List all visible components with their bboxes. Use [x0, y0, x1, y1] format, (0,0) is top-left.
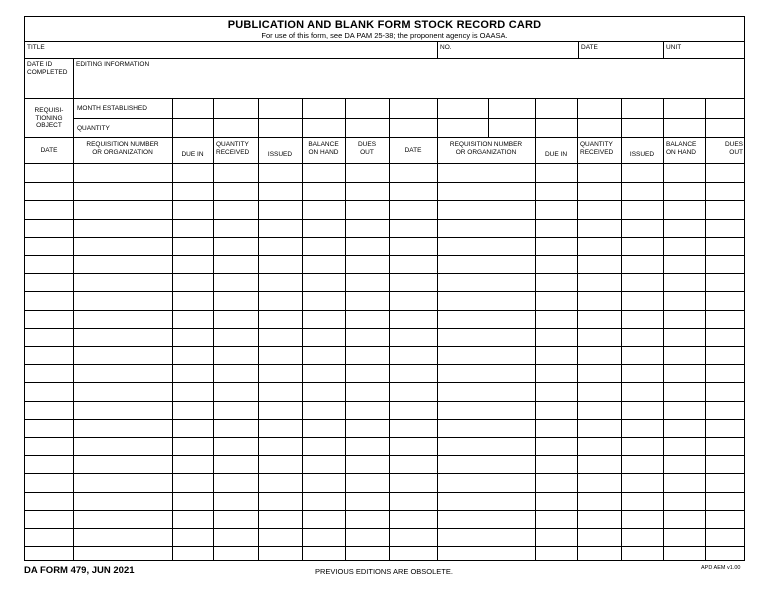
- grid-column-line: [213, 164, 214, 561]
- grid-column-line: [172, 164, 173, 561]
- col-due-in-left: DUE IN: [181, 151, 204, 158]
- version-label: APD AEM v1.00: [701, 565, 741, 571]
- col-req-line1-right: REQUISITION NUMBER: [449, 141, 523, 148]
- col-requisition-number-right: [437, 141, 535, 156]
- grid-row-line: [25, 455, 744, 456]
- grid-row-line: [25, 546, 744, 547]
- col-issued-left: ISSUED: [267, 151, 293, 158]
- col-req-line2-right: OR ORGANIZATION: [455, 148, 517, 156]
- grid-column-line: [258, 164, 259, 561]
- requisitioning-object-block: [25, 98, 744, 137]
- grid-column-line: [535, 164, 536, 561]
- req-label-line2: TIONING: [35, 114, 63, 122]
- col-requisition-number-left: [73, 141, 172, 156]
- col-quantity-received-left: [216, 141, 258, 156]
- editing-information-field[interactable]: [73, 59, 745, 98]
- form-number: DA FORM 479, JUN 2021: [24, 565, 135, 576]
- col-due-in-right: DUE IN: [544, 151, 568, 158]
- grid-row-line: [25, 419, 744, 420]
- req-label-line1: REQUISI-: [34, 107, 64, 114]
- col-dues-line1-right: DUES: [724, 141, 743, 148]
- completed-label: COMPLETED: [27, 68, 68, 76]
- grid-row-line: [25, 291, 744, 292]
- editing-information-label: EDITING INFORMATION: [76, 61, 150, 68]
- quantity-label: QUANTITY: [77, 125, 110, 132]
- col-issued-right: ISSUED: [629, 151, 655, 158]
- col-bal-line1-right: BALANCE: [666, 141, 697, 148]
- col-qty-line1-right: QUANTITY: [580, 141, 613, 148]
- title-field[interactable]: [25, 42, 437, 58]
- grid-column-line: [577, 164, 578, 561]
- form-subtitle: For use of this form, see DA PAM 25-38; the proponent agency is OAASA.: [261, 31, 508, 40]
- grid-row-line: [25, 273, 744, 274]
- grid-column-line: [345, 164, 346, 561]
- grid-column-line: [621, 164, 622, 561]
- col-dues-line2-left: OUT: [360, 148, 374, 156]
- col-dues-line2-right: OUT: [729, 148, 743, 156]
- col-bal-line2-left: ON HAND: [308, 148, 339, 156]
- col-dues-line1-left: DUES: [357, 141, 377, 148]
- col-qty-line2-left: RECEIVED: [216, 148, 250, 156]
- col-qty-line1-left: QUANTITY: [216, 141, 249, 148]
- grid-column-line: [73, 164, 74, 561]
- grid-row-line: [25, 364, 744, 365]
- column-header-row: [25, 137, 744, 163]
- date-label: DATE: [581, 44, 598, 51]
- col-qty-line2-right: RECEIVED: [580, 148, 614, 156]
- col-req-line1-left: REQUISITION NUMBER: [86, 141, 159, 148]
- form-title: PUBLICATION AND BLANK FORM STOCK RECORD CARD: [227, 19, 542, 31]
- grid-row-line: [25, 473, 744, 474]
- grid-row-line: [25, 528, 744, 529]
- entry-grid: [25, 163, 744, 561]
- obsolete-notice: PREVIOUS EDITIONS ARE OBSOLETE.: [315, 567, 453, 576]
- date-id-completed-field[interactable]: [25, 59, 73, 98]
- grid-row-line: [25, 401, 744, 402]
- unit-field[interactable]: [663, 42, 745, 58]
- col-bal-line2-right: ON HAND: [666, 148, 696, 156]
- grid-column-line: [437, 164, 438, 561]
- grid-row-line: [25, 492, 744, 493]
- col-quantity-received-right: [580, 141, 621, 156]
- col-balance-on-hand-left: [302, 141, 345, 156]
- grid-row-line: [25, 237, 744, 238]
- grid-row-line: [25, 437, 744, 438]
- grid-column-line: [705, 164, 706, 561]
- grid-row-line: [25, 310, 744, 311]
- editing-row: [25, 58, 744, 98]
- grid-row-line: [25, 346, 744, 347]
- grid-column-line: [663, 164, 664, 561]
- grid-row-line: [25, 182, 744, 183]
- title-label: TITLE: [27, 44, 45, 51]
- grid-column-line: [302, 164, 303, 561]
- grid-row-line: [25, 255, 744, 256]
- col-req-line2-left: OR ORGANIZATION: [92, 148, 153, 156]
- grid-row-line: [25, 382, 744, 383]
- date-id-label: DATE ID: [27, 61, 53, 68]
- stock-record-card-form: [24, 16, 745, 561]
- col-date-right: DATE: [404, 147, 422, 154]
- no-label: NO.: [440, 44, 452, 51]
- month-established-label: MONTH ESTABLISHED: [77, 105, 147, 112]
- col-bal-line1-left: BALANCE: [308, 141, 339, 148]
- unit-label: UNIT: [666, 44, 682, 51]
- col-balance-on-hand-right: [666, 141, 705, 156]
- grid-row-line: [25, 219, 744, 220]
- grid-row-line: [25, 510, 744, 511]
- col-dues-out-right: [705, 141, 743, 156]
- no-field[interactable]: [437, 42, 578, 58]
- col-date-left: DATE: [40, 147, 58, 154]
- grid-row-line: [25, 200, 744, 201]
- grid-column-line: [389, 164, 390, 561]
- grid-row-line: [25, 328, 744, 329]
- col-dues-out-left: [345, 141, 389, 156]
- form-header: [25, 17, 744, 41]
- req-label-line3: OBJECT: [36, 122, 62, 129]
- title-row: [25, 41, 744, 58]
- date-field[interactable]: [578, 42, 663, 58]
- requisitioning-object-label: [25, 99, 73, 137]
